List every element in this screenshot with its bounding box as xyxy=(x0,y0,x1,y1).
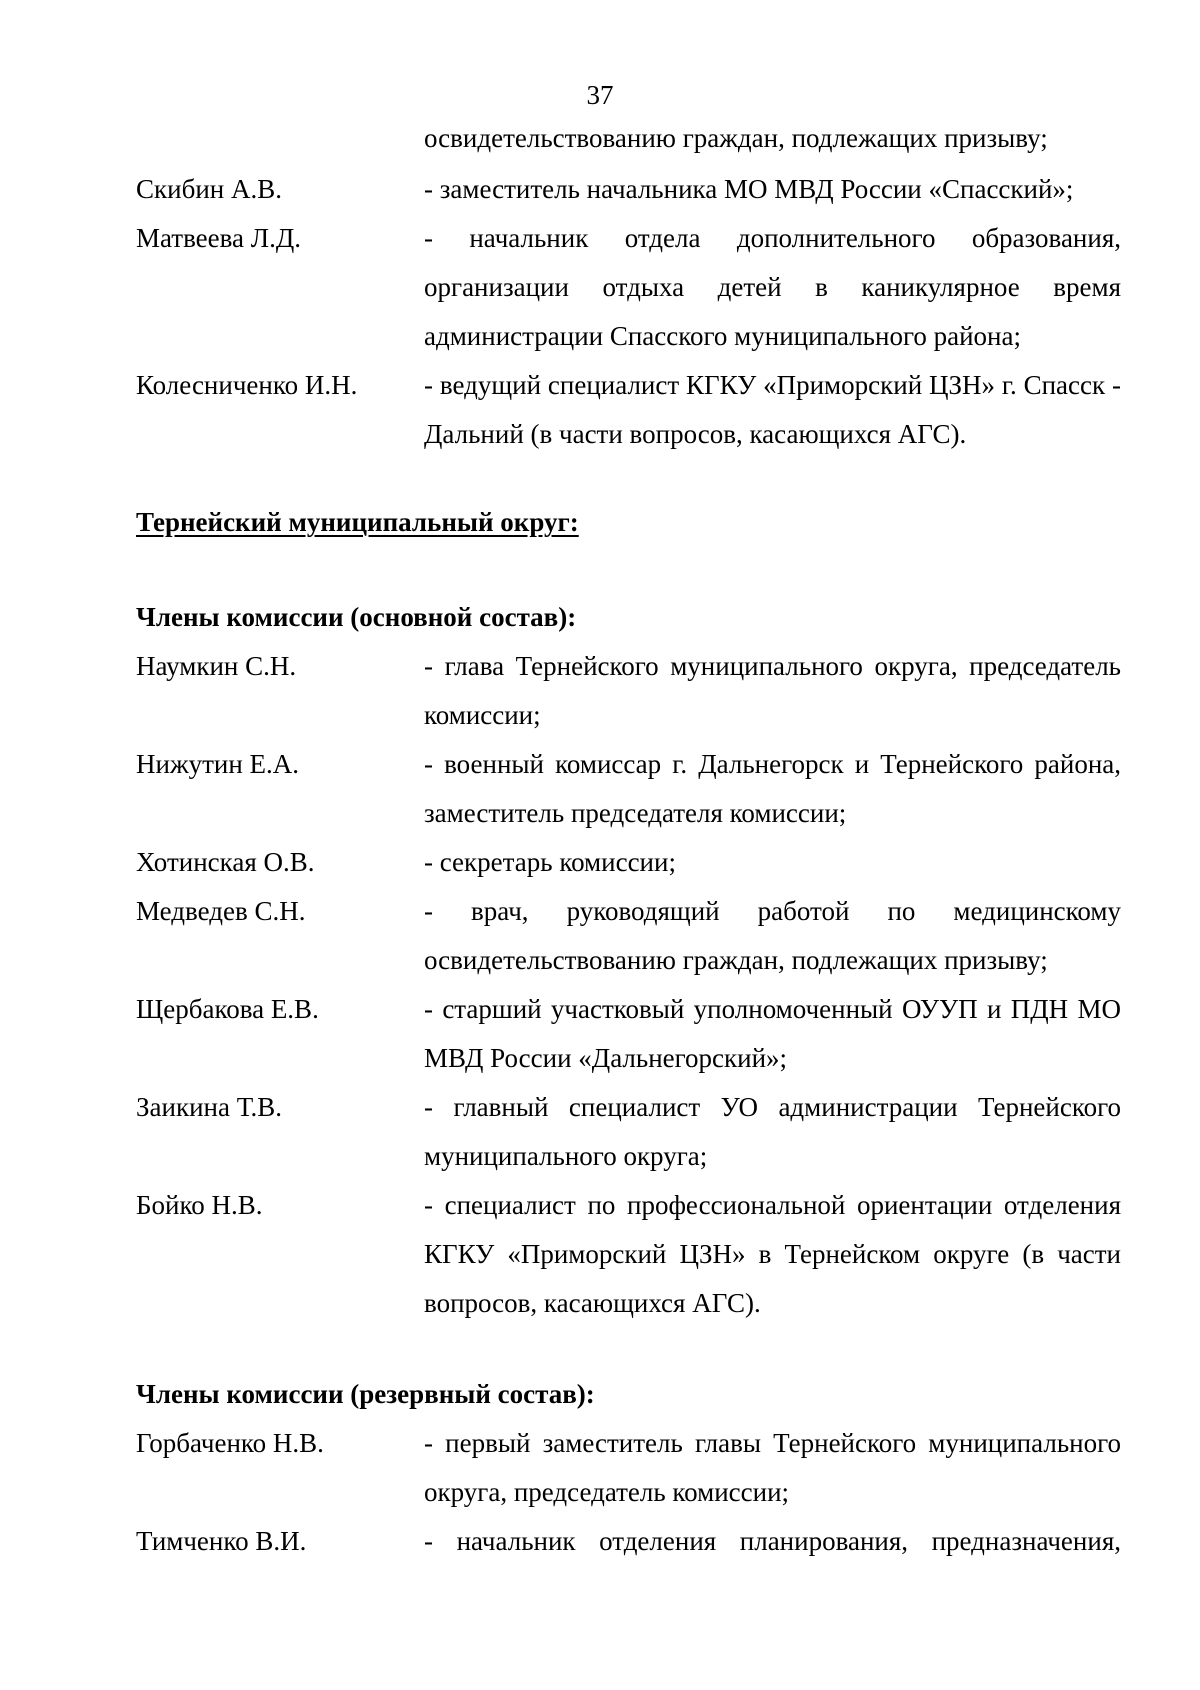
member-row xyxy=(136,1083,1121,1181)
member-name: Матвеева Л.Д. xyxy=(136,223,302,253)
member-name: Медведев С.Н. xyxy=(136,896,306,926)
member-name: Хотинская О.В. xyxy=(136,847,315,877)
member-row xyxy=(136,985,1121,1083)
reserve-composition-heading: Члены комиссии (резервный состав): xyxy=(136,1379,595,1409)
member-name: Нижутин Е.А. xyxy=(136,749,300,779)
member-role: - первый заместитель главы Тернейского муниципального округа, председатель комиссии; xyxy=(424,1428,1121,1507)
member-role: - начальник отделения планирования, предназначения, xyxy=(424,1526,1121,1556)
member-role: - заместитель начальника МО МВД России «Спасский»; xyxy=(424,174,1074,204)
member-name: Заикина Т.В. xyxy=(136,1092,283,1122)
member-name: Щербакова Е.В. xyxy=(136,994,319,1024)
member-name: Колесниченко И.Н. xyxy=(136,370,358,400)
member-row xyxy=(136,642,1121,740)
member-role: - ведущий специалист КГКУ «Приморский ЦЗН» г. Спасск - Дальний (в части вопросов, касающихся АГС). xyxy=(424,370,1121,449)
member-role: - специалист по профессиональной ориентации отделения КГКУ «Приморский ЦЗН» в Тернейском округе (в части вопросов, касающихся АГС). xyxy=(424,1190,1121,1318)
continuation-row xyxy=(136,114,1121,163)
member-role: - глава Тернейского муниципального округа, председатель комиссии; xyxy=(424,651,1121,730)
page-number: 37 xyxy=(586,80,614,110)
member-row xyxy=(136,1419,1121,1517)
member-role: - врач, руководящий работой по медицинскому освидетельствованию граждан, подлежащих призыву; xyxy=(424,896,1121,975)
member-row xyxy=(136,165,1121,214)
member-row xyxy=(136,214,1121,361)
document-body xyxy=(136,114,1121,1566)
district-heading: Тернейский муниципальный округ: xyxy=(136,507,579,537)
member-row xyxy=(136,887,1121,985)
member-row xyxy=(136,740,1121,838)
member-row xyxy=(136,838,1121,887)
member-row xyxy=(136,361,1121,459)
member-row xyxy=(136,1517,1121,1566)
member-role: - секретарь комиссии; xyxy=(424,847,676,877)
member-name: Скибин А.В. xyxy=(136,174,282,204)
member-row xyxy=(136,1181,1121,1328)
member-role: - начальник отдела дополнительного образования, организации отдыха детей в каникулярное время администрации Спасского муниципального района; xyxy=(424,223,1121,351)
member-name: Тимченко В.И. xyxy=(136,1526,307,1556)
continuation-text: освидетельствованию граждан, подлежащих призыву; xyxy=(424,123,1048,153)
member-role: - военный комиссар г. Дальнегорск и Тернейского района, заместитель председателя комиссии; xyxy=(424,749,1121,828)
main-composition-heading: Члены комиссии (основной состав): xyxy=(136,602,577,632)
member-name: Наумкин С.Н. xyxy=(136,651,297,681)
member-role: - главный специалист УО администрации Тернейского муниципального округа; xyxy=(424,1092,1121,1171)
member-role: - старший участковый уполномоченный ОУУП и ПДН МО МВД России «Дальнегорский»; xyxy=(424,994,1121,1073)
member-name: Горбаченко Н.В. xyxy=(136,1428,324,1458)
member-name: Бойко Н.В. xyxy=(136,1190,263,1220)
